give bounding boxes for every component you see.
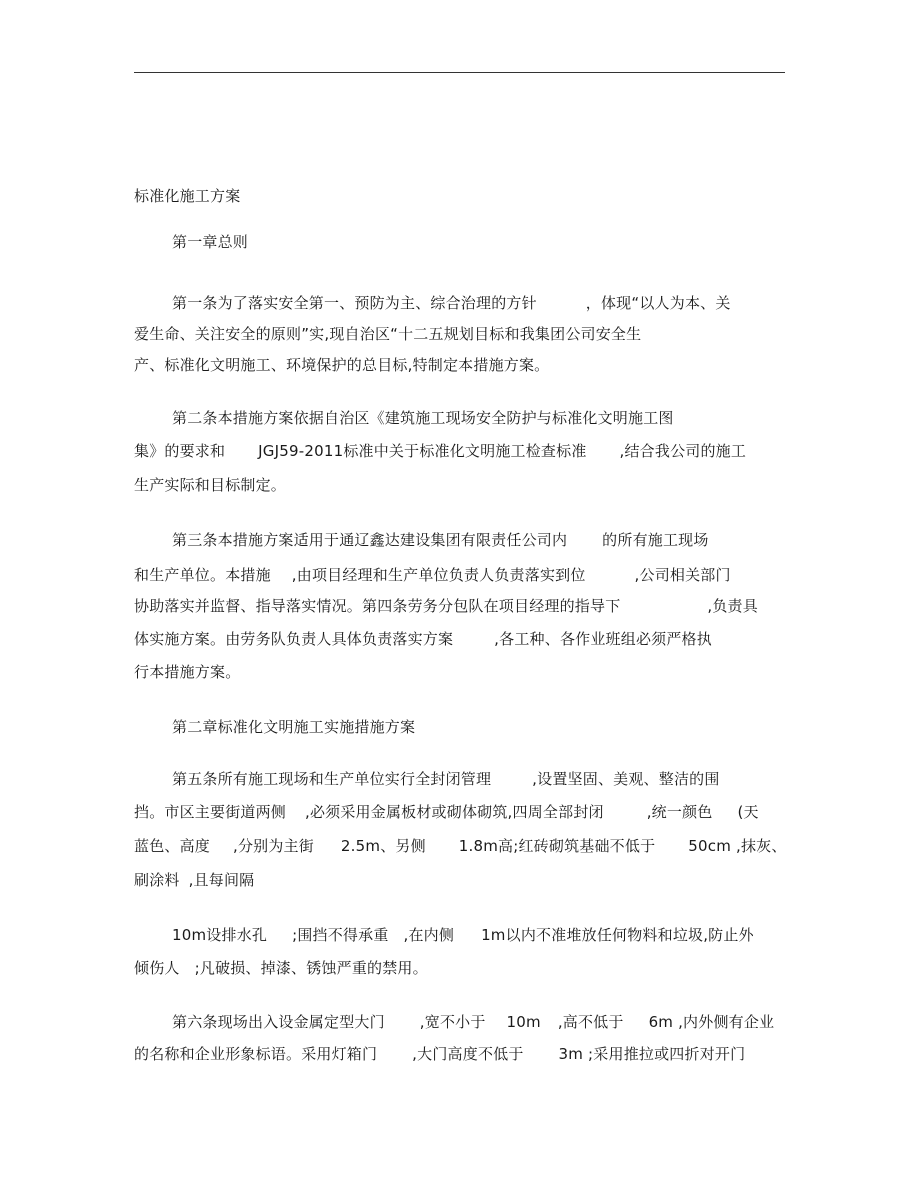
paragraph-line: 挡。市区主要街道两侧 ,必须采用金属板材或砌体砌筑,四周全部封闭 ,统一颜色 (天 [134, 803, 759, 821]
document-title: 标准化施工方案 [134, 187, 241, 205]
paragraph-line: 产、标准化文明施工、环境保护的总目标,特制定本措施方案。 [134, 356, 550, 374]
paragraph-line: 和生产单位。本措施 ,由项目经理和生产单位负责人负责落实到位 ,公司相关部门 [134, 566, 731, 584]
paragraph-line: 生产实际和目标制定。 [134, 476, 287, 494]
paragraph-line: 倾伤人 ;凡破损、掉漆、锈蚀严重的禁用。 [134, 959, 428, 977]
paragraph-line: 第六条现场出入设金属定型大门 ,宽不小于 10m ,高不低于 6m ,内外侧有企业 [172, 1013, 775, 1031]
chapter-2-heading: 第二章标准化文明施工实施措施方案 [172, 718, 416, 736]
paragraph-line: 第五条所有施工现场和生产单位实行全封闭管理 ,设置坚固、美观、整洁的围 [172, 770, 720, 788]
paragraph-line: 第三条本措施方案适用于通辽鑫达建设集团有限责任公司内 的所有施工现场 [172, 531, 709, 549]
paragraph-line: 行本措施方案。 [134, 663, 241, 681]
paragraph-line: 蓝色、高度 ,分别为主街 2.5m、另侧 1.8m高;红砖砌筑基础不低于 50cm ,抹灰、 [134, 837, 787, 855]
paragraph-line: 第二条本措施方案依据自治区《建筑施工现场安全防护与标准化文明施工图 [172, 409, 674, 427]
paragraph-line: 体实施方案。由劳务队负责人具体负责落实方案 ,各工种、各作业班组必须严格执 [134, 630, 712, 648]
chapter-1-heading: 第一章总则 [172, 233, 249, 251]
paragraph-line: 的名称和企业形象标语。采用灯箱门 ,大门高度不低于 3m ;采用推拉或四折对开门 [134, 1045, 746, 1063]
paragraph-line: 协助落实并监督、指导落实情况。第四条劳务分包队在项目经理的指导下 ,负责具 [134, 597, 758, 615]
paragraph-line: 爱生命、关注安全的原则”实,现自治区“十二五规划目标和我集团公司安全生 [134, 325, 642, 343]
paragraph-line: 10m设排水孔 ;围挡不得承重 ,在内侧 1m以内不准堆放任何物料和垃圾,防止外 [172, 926, 754, 944]
paragraph-line: 刷涂料 ,且每间隔 [134, 871, 255, 889]
paragraph-line: 集》的要求和 JGJ59-2011标准中关于标准化文明施工检查标准 ,结合我公司的施工 [134, 442, 747, 460]
paragraph-line: 第一条为了落实安全第一、预防为主、综合治理的方针 ，体现“以人为本、关 [172, 294, 731, 312]
header-rule [134, 72, 785, 73]
